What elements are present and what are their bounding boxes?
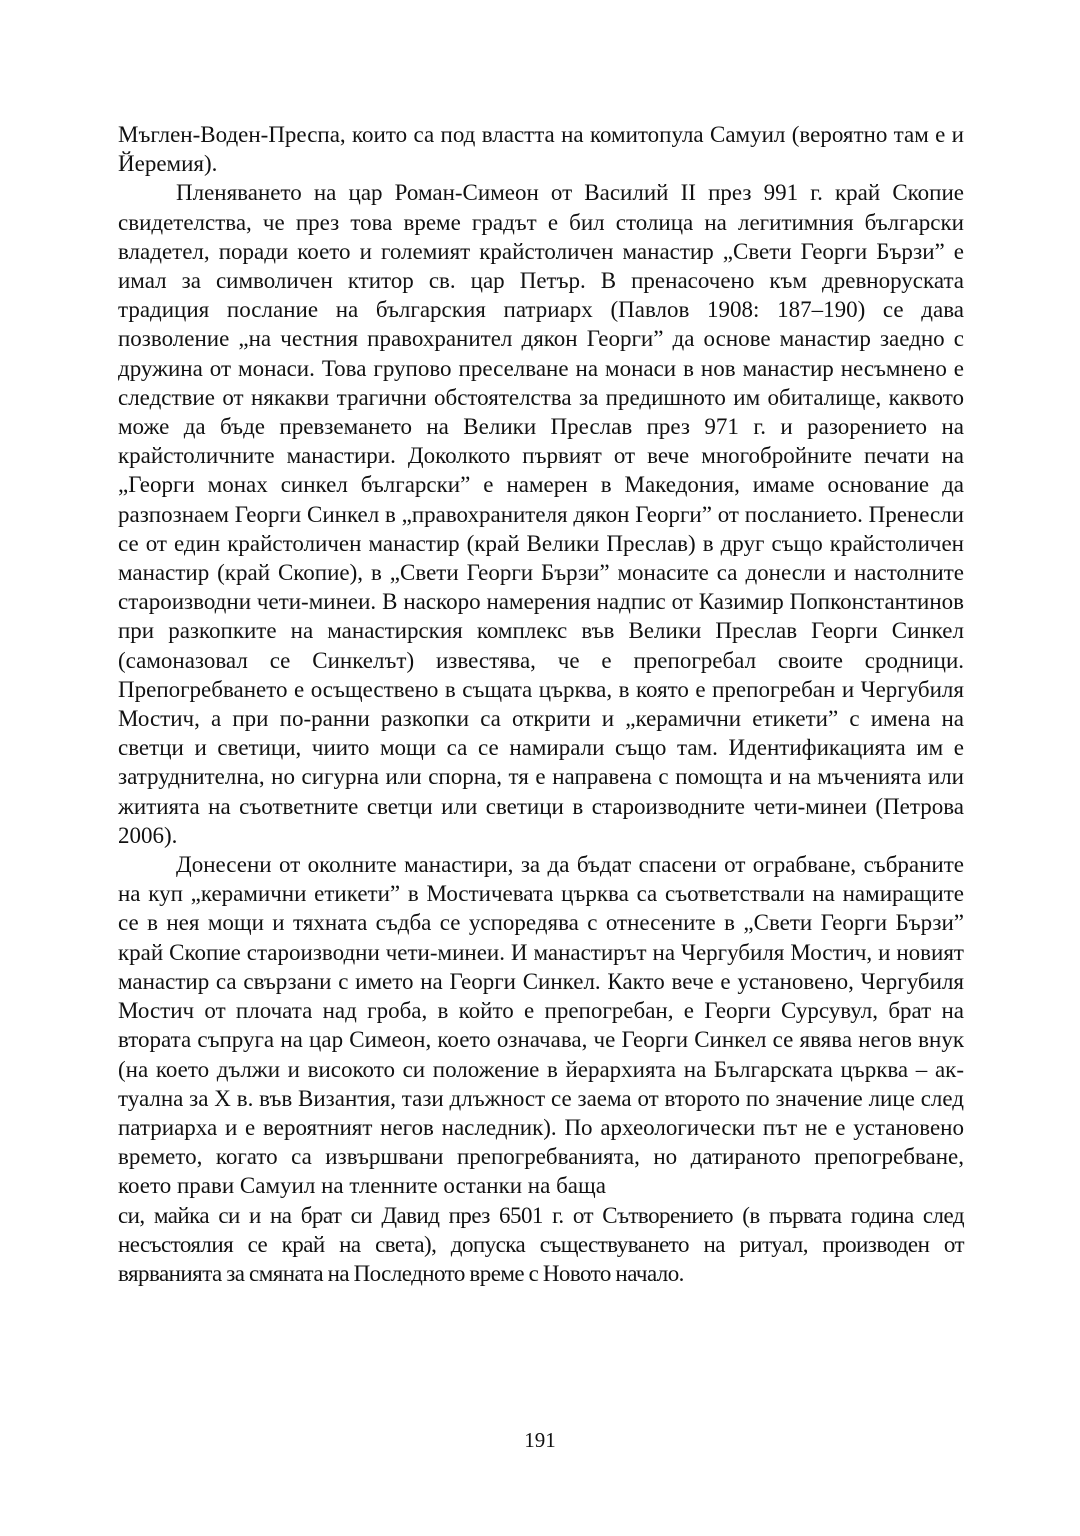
paragraph-ceramic-labels-end: си, майка си и на брат си Давид през 6501 г. от Сътворението (в първата година след несъстоялия се край на света), допуска съществуването на ритуал, производен от вярванията за смяната на Последното време с Новото начало.: [118, 1202, 964, 1286]
paragraph-capture-of-tsar-roman: Пленяването на цар Роман-Симеон от Василий II през 991 г. край Скопие свидетелства, че през това време градът е бил столица на легитимния български владетел, поради което и големият крайстоличен манастир „Свети Георги Бързи” е имал за символичен ктитор св. цар Петър. В пренасочено към древноруската традиция послание на българския патриарх (Павлов 1908: 187–190) се дава позволение „на честния правохранител дякон Георги” да основе манастир заедно с дружина от монаси. Това групово преселване на монаси в нов манастир несъмнено е следствие от някакви трагични обстоятелства за предишното им обиталище, каквото може да бъде превземането на Велики Преслав през 971 г. и разорението на крайстоличните манастири. Доколкото първият от вече многобройните печати на „Георги монах синкел български” е намерен в Македония, имаме основание да разпознаем Георги Синкел в „правохранителя дякон Георги” от посланието. Пренесли се от един крайстоличен манастир (край Велики Преслав) в друг също крайстоличен манастир (край Скопие), в „Свети Георги Бързи” монасите са донесли и настолните староизводни чети-минеи. В наскоро намерения надпис от Казимир Попконстантинов при разкопките на манастирския комплекс във Велики Преслав Георги Синкел (самоназовал се Синкелът) известява, че е препогребал своите сродници. Препогребването е осъществено в същата църква, в която е препогребан и Чергубиля Мостич, а при по-ранни разкопки са открити и „керамични етикети” с имена на светци и светици, чиито мощи са се намирали също там. Идентификацията им е затруднителна, но сигурна или спорна, тя е направена с помощта и на мъченията или житията на съответните светци или светици в староизводните чети-минеи (Петрова 2006).: [118, 180, 964, 848]
document-body: [118, 120, 964, 1288]
paragraph-ceramic-labels: Донесени от околните манастири, за да бъдат спасени от ограбване, събраните на куп „керамични етикети” в Мостичевата църква са съответствали на намиращите се в нея мощи и тяхната съдба се успоредява с отнесените в „Свети Георги Бързи” край Скопие староизводни чети-минеи. И манастирът на Чергубиля Мостич, и новият манастир са свързани с името на Георги Синкел. Както вече е установено, Чергубиля Мостич от плочата над гроба, в който е препогребан, е Георги Сурсувул, брат на втората съпруга на цар Симеон, което означава, че Георги Синкел се явява негов внук (на което дължи и високото си положение в йерархията на Българската църква – актуална за X в. във Византия, тази длъжност се заема от второто по значение лице след патриарха и е вероятният негов наследник). По археологически път не е установено времето, когато са извършвани препогребванията, но датираното препогребване, което прави Самуил на тленните останки на баща: [118, 852, 964, 1199]
page-number: 191: [524, 1428, 556, 1452]
paragraph-continuation: Мъглен-Воден-Преспа, които са под властта на комитопула Самуил (вероятно там е и Йеремия).: [118, 122, 964, 177]
